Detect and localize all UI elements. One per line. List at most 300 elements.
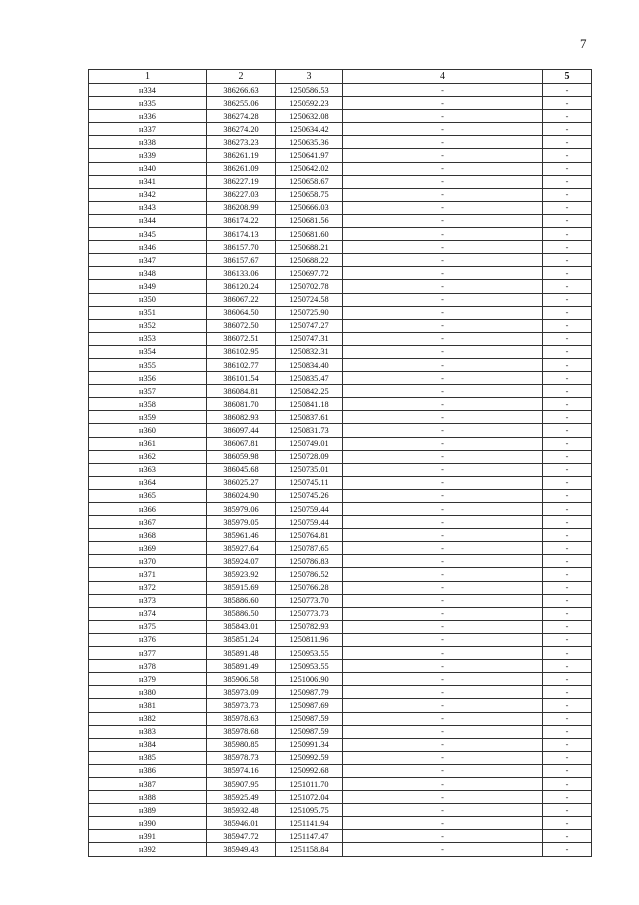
x-coordinate-cell: 385906.58 (207, 673, 276, 686)
note-cell: - (543, 686, 592, 699)
y-coordinate-cell: 1250773.70 (276, 594, 343, 607)
point-id-cell: н365 (89, 489, 207, 502)
y-coordinate-cell: 1250586.53 (276, 84, 343, 97)
note-cell: - (543, 764, 592, 777)
table-row (89, 267, 592, 280)
description-cell: - (343, 175, 543, 188)
note-cell: - (543, 555, 592, 568)
note-cell: - (543, 489, 592, 502)
x-coordinate-cell: 386097.44 (207, 424, 276, 437)
note-cell: - (543, 777, 592, 790)
note-cell: - (543, 84, 592, 97)
table-row (89, 791, 592, 804)
note-cell: - (543, 830, 592, 843)
x-coordinate-cell: 385851.24 (207, 633, 276, 646)
x-coordinate-cell: 386157.67 (207, 254, 276, 267)
y-coordinate-cell: 1251158.84 (276, 843, 343, 856)
note-cell: - (543, 751, 592, 764)
note-cell: - (543, 267, 592, 280)
point-id-cell: н391 (89, 830, 207, 843)
table-row (89, 319, 592, 332)
y-coordinate-cell: 1250592.23 (276, 97, 343, 110)
y-coordinate-cell: 1250837.61 (276, 411, 343, 424)
table-row (89, 136, 592, 149)
note-cell: - (543, 712, 592, 725)
note-cell: - (543, 699, 592, 712)
table-row (89, 84, 592, 97)
description-cell: - (343, 201, 543, 214)
y-coordinate-cell: 1250632.08 (276, 110, 343, 123)
table-row (89, 542, 592, 555)
y-coordinate-cell: 1250635.36 (276, 136, 343, 149)
description-cell: - (343, 817, 543, 830)
description-cell: - (343, 267, 543, 280)
table-row (89, 489, 592, 502)
y-coordinate-cell: 1250787.65 (276, 542, 343, 555)
x-coordinate-cell: 385949.43 (207, 843, 276, 856)
note-cell: - (543, 568, 592, 581)
note-cell: - (543, 581, 592, 594)
table-row (89, 660, 592, 673)
point-id-cell: н353 (89, 332, 207, 345)
point-id-cell: н376 (89, 633, 207, 646)
y-coordinate-cell: 1250773.73 (276, 607, 343, 620)
description-cell: - (343, 188, 543, 201)
x-coordinate-cell: 386102.77 (207, 358, 276, 371)
x-coordinate-cell: 386064.50 (207, 306, 276, 319)
table-row (89, 437, 592, 450)
x-coordinate-cell: 385980.85 (207, 738, 276, 751)
x-coordinate-cell: 386081.70 (207, 398, 276, 411)
note-cell: - (543, 673, 592, 686)
y-coordinate-cell: 1250697.72 (276, 267, 343, 280)
x-coordinate-cell: 385891.48 (207, 647, 276, 660)
note-cell: - (543, 738, 592, 751)
point-id-cell: н368 (89, 529, 207, 542)
note-cell: - (543, 136, 592, 149)
table-row (89, 581, 592, 594)
description-cell: - (343, 463, 543, 476)
table-row (89, 503, 592, 516)
table-row (89, 123, 592, 136)
x-coordinate-cell: 386261.09 (207, 162, 276, 175)
table-row (89, 110, 592, 123)
x-coordinate-cell: 385978.68 (207, 725, 276, 738)
note-cell: - (543, 188, 592, 201)
x-coordinate-cell: 385843.01 (207, 620, 276, 633)
note-cell: - (543, 214, 592, 227)
x-coordinate-cell: 385932.48 (207, 804, 276, 817)
note-cell: - (543, 437, 592, 450)
point-id-cell: н388 (89, 791, 207, 804)
y-coordinate-cell: 1250749.01 (276, 437, 343, 450)
point-id-cell: н341 (89, 175, 207, 188)
note-cell: - (543, 725, 592, 738)
description-cell: - (343, 725, 543, 738)
x-coordinate-cell: 386227.03 (207, 188, 276, 201)
description-cell: - (343, 385, 543, 398)
point-id-cell: н344 (89, 214, 207, 227)
x-coordinate-cell: 386274.20 (207, 123, 276, 136)
description-cell: - (343, 791, 543, 804)
description-cell: - (343, 751, 543, 764)
y-coordinate-cell: 1251072.04 (276, 791, 343, 804)
x-coordinate-cell: 385973.09 (207, 686, 276, 699)
y-coordinate-cell: 1250953.55 (276, 660, 343, 673)
note-cell: - (543, 817, 592, 830)
table-row (89, 175, 592, 188)
point-id-cell: н371 (89, 568, 207, 581)
point-id-cell: н337 (89, 123, 207, 136)
x-coordinate-cell: 385947.72 (207, 830, 276, 843)
point-id-cell: н335 (89, 97, 207, 110)
description-cell: - (343, 162, 543, 175)
coordinates-table (88, 69, 592, 857)
note-cell: - (543, 607, 592, 620)
point-id-cell: н390 (89, 817, 207, 830)
table-row (89, 633, 592, 646)
description-cell: - (343, 254, 543, 267)
y-coordinate-cell: 1250688.21 (276, 241, 343, 254)
point-id-cell: н361 (89, 437, 207, 450)
x-coordinate-cell: 385886.60 (207, 594, 276, 607)
y-coordinate-cell: 1250747.27 (276, 319, 343, 332)
table-row (89, 594, 592, 607)
point-id-cell: н378 (89, 660, 207, 673)
y-coordinate-cell: 1250786.83 (276, 555, 343, 568)
description-cell: - (343, 411, 543, 424)
y-coordinate-cell: 1250702.78 (276, 280, 343, 293)
table-row (89, 804, 592, 817)
table-row (89, 764, 592, 777)
y-coordinate-cell: 1250987.59 (276, 712, 343, 725)
point-id-cell: н379 (89, 673, 207, 686)
x-coordinate-cell: 386255.06 (207, 97, 276, 110)
y-coordinate-cell: 1250724.58 (276, 293, 343, 306)
y-coordinate-cell: 1250759.44 (276, 503, 343, 516)
table-row (89, 306, 592, 319)
y-coordinate-cell: 1250987.79 (276, 686, 343, 699)
y-coordinate-cell: 1251006.90 (276, 673, 343, 686)
column-header-1: 1 (89, 70, 207, 84)
note-cell: - (543, 372, 592, 385)
point-id-cell: н345 (89, 228, 207, 241)
x-coordinate-cell: 385886.50 (207, 607, 276, 620)
x-coordinate-cell: 386067.22 (207, 293, 276, 306)
note-cell: - (543, 398, 592, 411)
description-cell: - (343, 686, 543, 699)
x-coordinate-cell: 385974.16 (207, 764, 276, 777)
table-row (89, 332, 592, 345)
x-coordinate-cell: 386266.63 (207, 84, 276, 97)
point-id-cell: н342 (89, 188, 207, 201)
y-coordinate-cell: 1250634.42 (276, 123, 343, 136)
note-cell: - (543, 110, 592, 123)
point-id-cell: н387 (89, 777, 207, 790)
y-coordinate-cell: 1250766.28 (276, 581, 343, 594)
x-coordinate-cell: 386208.99 (207, 201, 276, 214)
table-row (89, 358, 592, 371)
point-id-cell: н355 (89, 358, 207, 371)
point-id-cell: н384 (89, 738, 207, 751)
y-coordinate-cell: 1250987.69 (276, 699, 343, 712)
table-row (89, 385, 592, 398)
point-id-cell: н354 (89, 345, 207, 358)
y-coordinate-cell: 1251011.70 (276, 777, 343, 790)
point-id-cell: н352 (89, 319, 207, 332)
note-cell: - (543, 306, 592, 319)
note-cell: - (543, 358, 592, 371)
note-cell: - (543, 503, 592, 516)
note-cell: - (543, 804, 592, 817)
note-cell: - (543, 647, 592, 660)
y-coordinate-cell: 1250953.55 (276, 647, 343, 660)
description-cell: - (343, 620, 543, 633)
y-coordinate-cell: 1250841.18 (276, 398, 343, 411)
x-coordinate-cell: 385946.01 (207, 817, 276, 830)
note-cell: - (543, 149, 592, 162)
page-number: 7 (580, 36, 587, 51)
x-coordinate-cell: 386174.13 (207, 228, 276, 241)
point-id-cell: н348 (89, 267, 207, 280)
note-cell: - (543, 542, 592, 555)
table-row (89, 228, 592, 241)
x-coordinate-cell: 385923.92 (207, 568, 276, 581)
description-cell: - (343, 607, 543, 620)
y-coordinate-cell: 1250658.75 (276, 188, 343, 201)
description-cell: - (343, 372, 543, 385)
point-id-cell: н346 (89, 241, 207, 254)
point-id-cell: н358 (89, 398, 207, 411)
point-id-cell: н364 (89, 476, 207, 489)
table-row (89, 280, 592, 293)
table-row (89, 345, 592, 358)
table-row (89, 149, 592, 162)
note-cell: - (543, 594, 592, 607)
point-id-cell: н359 (89, 411, 207, 424)
y-coordinate-cell: 1250681.60 (276, 228, 343, 241)
description-cell: - (343, 476, 543, 489)
note-cell: - (543, 280, 592, 293)
description-cell: - (343, 843, 543, 856)
description-cell: - (343, 398, 543, 411)
column-header-4: 4 (343, 70, 543, 84)
x-coordinate-cell: 386082.93 (207, 411, 276, 424)
description-cell: - (343, 777, 543, 790)
description-cell: - (343, 241, 543, 254)
point-id-cell: н380 (89, 686, 207, 699)
description-cell: - (343, 503, 543, 516)
note-cell: - (543, 123, 592, 136)
x-coordinate-cell: 386157.70 (207, 241, 276, 254)
y-coordinate-cell: 1250747.31 (276, 332, 343, 345)
x-coordinate-cell: 386227.19 (207, 175, 276, 188)
x-coordinate-cell: 386024.90 (207, 489, 276, 502)
point-id-cell: н375 (89, 620, 207, 633)
y-coordinate-cell: 1250759.44 (276, 516, 343, 529)
note-cell: - (543, 175, 592, 188)
y-coordinate-cell: 1250992.68 (276, 764, 343, 777)
description-cell: - (343, 214, 543, 227)
point-id-cell: н357 (89, 385, 207, 398)
note-cell: - (543, 620, 592, 633)
point-id-cell: н373 (89, 594, 207, 607)
y-coordinate-cell: 1251141.94 (276, 817, 343, 830)
y-coordinate-cell: 1250725.90 (276, 306, 343, 319)
point-id-cell: н369 (89, 542, 207, 555)
description-cell: - (343, 345, 543, 358)
y-coordinate-cell: 1250658.67 (276, 175, 343, 188)
description-cell: - (343, 358, 543, 371)
y-coordinate-cell: 1250842.25 (276, 385, 343, 398)
table-row (89, 201, 592, 214)
description-cell: - (343, 424, 543, 437)
table-row (89, 647, 592, 660)
table-row (89, 673, 592, 686)
description-cell: - (343, 660, 543, 673)
description-cell: - (343, 319, 543, 332)
y-coordinate-cell: 1250831.73 (276, 424, 343, 437)
table-row (89, 699, 592, 712)
table-row (89, 516, 592, 529)
description-cell: - (343, 633, 543, 646)
column-header-5: 5 (543, 70, 592, 84)
table-row (89, 568, 592, 581)
table-row (89, 241, 592, 254)
table-row (89, 398, 592, 411)
x-coordinate-cell: 386045.68 (207, 463, 276, 476)
table-row (89, 372, 592, 385)
y-coordinate-cell: 1250681.56 (276, 214, 343, 227)
x-coordinate-cell: 386072.51 (207, 332, 276, 345)
x-coordinate-cell: 386261.19 (207, 149, 276, 162)
point-id-cell: н356 (89, 372, 207, 385)
note-cell: - (543, 97, 592, 110)
x-coordinate-cell: 386072.50 (207, 319, 276, 332)
description-cell: - (343, 97, 543, 110)
description-cell: - (343, 542, 543, 555)
column-header-2: 2 (207, 70, 276, 84)
y-coordinate-cell: 1251095.75 (276, 804, 343, 817)
x-coordinate-cell: 385978.73 (207, 751, 276, 764)
note-cell: - (543, 529, 592, 542)
note-cell: - (543, 424, 592, 437)
description-cell: - (343, 673, 543, 686)
y-coordinate-cell: 1251147.47 (276, 830, 343, 843)
y-coordinate-cell: 1250834.40 (276, 358, 343, 371)
point-id-cell: н374 (89, 607, 207, 620)
point-id-cell: н377 (89, 647, 207, 660)
description-cell: - (343, 568, 543, 581)
description-cell: - (343, 516, 543, 529)
point-id-cell: н334 (89, 84, 207, 97)
x-coordinate-cell: 385925.49 (207, 791, 276, 804)
description-cell: - (343, 450, 543, 463)
table-row (89, 712, 592, 725)
point-id-cell: н372 (89, 581, 207, 594)
point-id-cell: н389 (89, 804, 207, 817)
description-cell: - (343, 699, 543, 712)
note-cell: - (543, 293, 592, 306)
table-row (89, 214, 592, 227)
point-id-cell: н347 (89, 254, 207, 267)
y-coordinate-cell: 1250666.03 (276, 201, 343, 214)
x-coordinate-cell: 385891.49 (207, 660, 276, 673)
point-id-cell: н340 (89, 162, 207, 175)
x-coordinate-cell: 385907.95 (207, 777, 276, 790)
point-id-cell: н338 (89, 136, 207, 149)
x-coordinate-cell: 386025.27 (207, 476, 276, 489)
table-row (89, 463, 592, 476)
note-cell: - (543, 241, 592, 254)
x-coordinate-cell: 386120.24 (207, 280, 276, 293)
point-id-cell: н336 (89, 110, 207, 123)
point-id-cell: н351 (89, 306, 207, 319)
table-row (89, 476, 592, 489)
table-row (89, 607, 592, 620)
x-coordinate-cell: 386273.23 (207, 136, 276, 149)
table-row (89, 293, 592, 306)
description-cell: - (343, 228, 543, 241)
description-cell: - (343, 149, 543, 162)
point-id-cell: н381 (89, 699, 207, 712)
point-id-cell: н366 (89, 503, 207, 516)
column-header-3: 3 (276, 70, 343, 84)
x-coordinate-cell: 385924.07 (207, 555, 276, 568)
x-coordinate-cell: 386059.98 (207, 450, 276, 463)
note-cell: - (543, 791, 592, 804)
point-id-cell: н392 (89, 843, 207, 856)
x-coordinate-cell: 386102.95 (207, 345, 276, 358)
table-row (89, 830, 592, 843)
point-id-cell: н367 (89, 516, 207, 529)
description-cell: - (343, 529, 543, 542)
note-cell: - (543, 345, 592, 358)
y-coordinate-cell: 1250782.93 (276, 620, 343, 633)
table-row (89, 254, 592, 267)
x-coordinate-cell: 386133.06 (207, 267, 276, 280)
description-cell: - (343, 555, 543, 568)
table-row (89, 555, 592, 568)
y-coordinate-cell: 1250991.34 (276, 738, 343, 751)
description-cell: - (343, 84, 543, 97)
table-row (89, 424, 592, 437)
table-row (89, 738, 592, 751)
point-id-cell: н370 (89, 555, 207, 568)
note-cell: - (543, 411, 592, 424)
note-cell: - (543, 463, 592, 476)
description-cell: - (343, 136, 543, 149)
x-coordinate-cell: 385973.73 (207, 699, 276, 712)
table-header-row (89, 70, 592, 84)
y-coordinate-cell: 1250835.47 (276, 372, 343, 385)
x-coordinate-cell: 386101.54 (207, 372, 276, 385)
description-cell: - (343, 581, 543, 594)
description-cell: - (343, 280, 543, 293)
table-row (89, 751, 592, 764)
x-coordinate-cell: 385979.06 (207, 503, 276, 516)
point-id-cell: н362 (89, 450, 207, 463)
y-coordinate-cell: 1250642.02 (276, 162, 343, 175)
table-row (89, 686, 592, 699)
table-row (89, 843, 592, 856)
x-coordinate-cell: 385915.69 (207, 581, 276, 594)
y-coordinate-cell: 1250745.11 (276, 476, 343, 489)
point-id-cell: н350 (89, 293, 207, 306)
y-coordinate-cell: 1250735.01 (276, 463, 343, 476)
point-id-cell: н360 (89, 424, 207, 437)
x-coordinate-cell: 386084.81 (207, 385, 276, 398)
